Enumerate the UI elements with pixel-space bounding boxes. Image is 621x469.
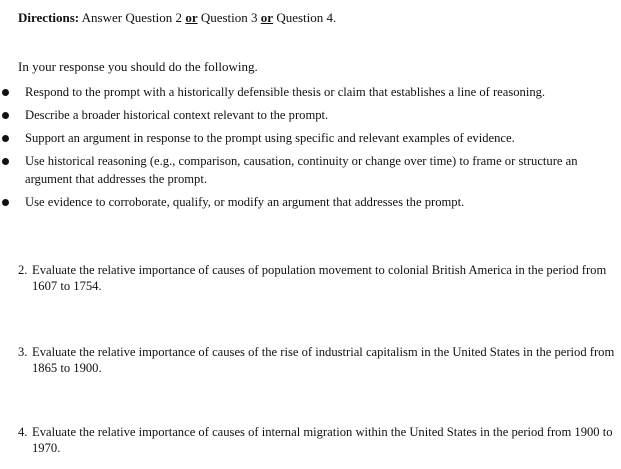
bullet-icon <box>2 112 9 119</box>
directions-text-middle: Question 3 <box>197 10 261 25</box>
requirement-thesis <box>0 83 621 101</box>
question-3 <box>18 344 616 376</box>
requirement-text: Use evidence to corroborate, qualify, or modify an argument that addresses the prompt. <box>25 195 465 209</box>
instructions-intro: In your response you should do the following. <box>18 59 258 74</box>
directions-text-before: Answer Question 2 <box>79 10 186 25</box>
bullet-icon <box>2 158 9 165</box>
directions-text-after: Question 4. <box>273 10 337 25</box>
question-number: 2. <box>18 263 28 277</box>
requirement-reasoning <box>0 152 621 188</box>
requirements-list <box>0 83 621 216</box>
question-text: Evaluate the relative importance of causes of the rise of industrial capitalism in the United States in the period from 1865 to 1900. <box>32 345 615 375</box>
requirement-complexity <box>0 193 621 211</box>
directions-or-2: or <box>260 10 274 25</box>
requirement-text: Support an argument in response to the prompt using specific and relevant examples of evidence. <box>25 131 515 145</box>
bullet-icon <box>2 89 9 96</box>
directions-line <box>18 10 336 26</box>
question-number: 3. <box>18 345 28 359</box>
requirement-evidence <box>0 129 621 147</box>
bullet-icon <box>2 199 9 206</box>
question-4 <box>18 424 616 456</box>
question-number: 4. <box>18 425 28 439</box>
requirement-context <box>0 106 621 124</box>
requirement-text: Describe a broader historical context relevant to the prompt. <box>25 108 329 122</box>
question-2 <box>18 262 616 294</box>
requirement-text: Respond to the prompt with a historically defensible thesis or claim that establishes a line of reasoning. <box>25 85 546 99</box>
bullet-icon <box>2 135 9 142</box>
requirement-text: Use historical reasoning (e.g., comparison, causation, continuity or change over time) to frame or structure an argument that addresses the prompt. <box>25 154 578 186</box>
question-text: Evaluate the relative importance of causes of internal migration within the United States in the period from 1900 to 1970. <box>32 425 613 455</box>
directions-or-1: or <box>185 10 198 25</box>
question-text: Evaluate the relative importance of causes of population movement to colonial British America in the period from 1607 to 1754. <box>32 263 607 293</box>
directions-label: Directions: <box>18 10 80 25</box>
